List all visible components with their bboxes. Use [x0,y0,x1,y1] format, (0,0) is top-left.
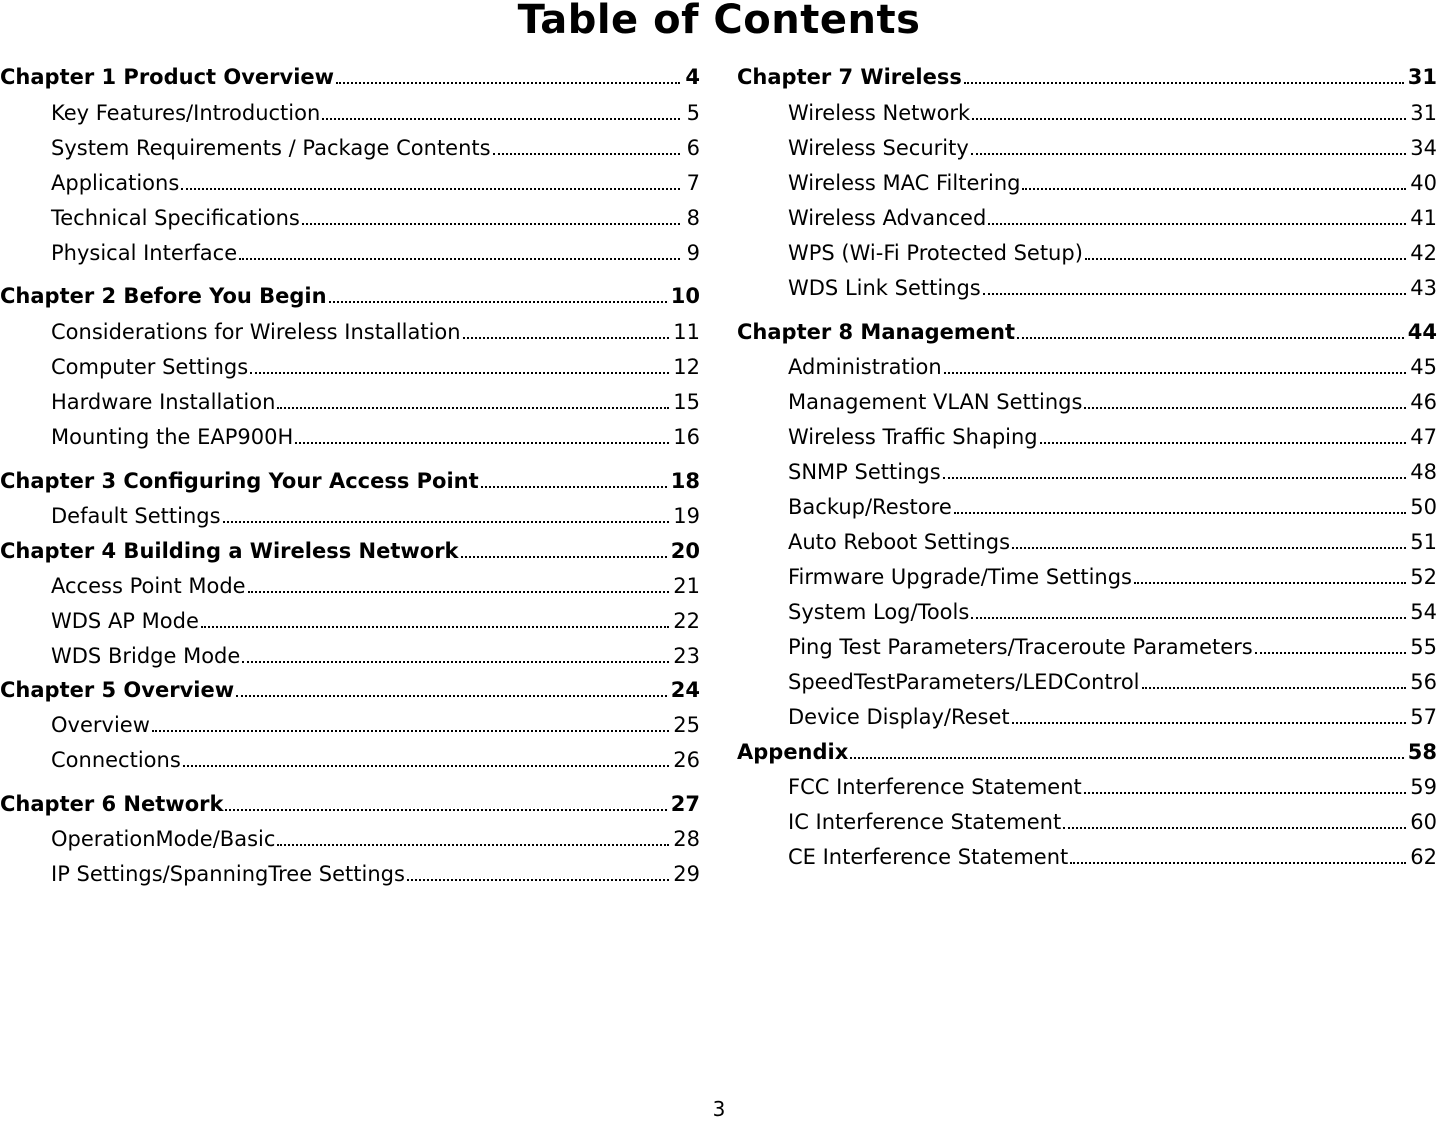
toc-entry-title: IC Interference Statement [788,810,1062,834]
toc-page-number: 25 [673,713,700,737]
toc-entry-title: Key Features/Introduction [51,101,321,125]
toc-entry-title: Chapter 1 Product Overview [0,65,335,89]
toc-entry-title: Connections [51,748,181,772]
toc-page-number: 24 [670,678,700,702]
toc-page-number: 40 [1410,171,1437,195]
dot-leader [1017,337,1404,339]
dot-leader [277,407,669,409]
toc-page-number: 27 [670,792,700,816]
toc-section-entry[interactable] [0,238,700,268]
toc-page-number: 22 [673,609,700,633]
toc-page-number: 62 [1410,845,1437,869]
toc-page-number: 7 [686,171,700,195]
toc-page-number: 45 [1410,355,1437,379]
toc-section-entry[interactable] [0,641,700,671]
page-number: 3 [712,1097,726,1121]
toc-page-number: 26 [673,748,700,772]
toc-chapter-entry[interactable] [737,62,1437,92]
toc-page-number: 52 [1410,565,1437,589]
toc-section-entry[interactable] [737,457,1437,487]
toc-section-entry[interactable] [737,238,1437,268]
toc-page-number: 59 [1410,775,1437,799]
toc-entry-title: Default Settings [51,504,221,528]
dot-leader [493,153,680,155]
dot-leader [1012,722,1407,724]
toc-entry-title: Chapter 7 Wireless [737,65,962,89]
toc-page-number: 55 [1410,635,1437,659]
toc-chapter-entry[interactable] [0,675,700,705]
toc-page-number: 8 [686,206,700,230]
dot-leader [1134,582,1406,584]
toc-section-entry[interactable] [0,133,700,163]
dot-leader [463,337,670,339]
dot-leader [223,521,670,523]
toc-entry-title: SpeedTestParameters/LEDControl [788,670,1140,694]
toc-page-number: 15 [673,390,700,414]
toc-entry-title: Appendix [737,740,849,764]
toc-page-number: 18 [670,469,700,493]
toc-section-entry[interactable] [0,203,700,233]
toc-page-number: 51 [1410,530,1437,554]
toc-section-entry[interactable] [0,710,700,740]
toc-entry-title: System Requirements / Package Contents [51,136,491,160]
toc-page-number: 56 [1410,670,1437,694]
dot-leader [336,82,680,84]
toc-entry-title: Applications [51,171,180,195]
toc-page-number: 31 [1407,65,1437,89]
dot-leader [1084,407,1406,409]
toc-entry-title: Access Point Mode [51,574,246,598]
dot-leader [225,809,666,811]
toc-entry-title: Backup/Restore [788,495,952,519]
toc-page-number: 47 [1410,425,1437,449]
toc-entry-title: Ping Test Parameters/Traceroute Parameters [788,635,1253,659]
toc-entry-title: Chapter 4 Building a Wireless Network [0,539,459,563]
dot-leader [295,442,669,444]
toc-entry-title: IP Settings/SpanningTree Settings [51,862,405,886]
dot-leader [250,372,669,374]
toc-page-number: 4 [685,65,700,89]
toc-page-number: 6 [686,136,700,160]
dot-leader [236,695,667,697]
dot-leader [181,188,680,190]
dot-leader [242,661,669,663]
dot-leader [201,626,669,628]
toc-entry-title: Wireless Security [788,136,969,160]
toc-entry-title: Auto Reboot Settings [788,530,1011,554]
toc-section-entry[interactable] [737,133,1437,163]
toc-page-number: 41 [1410,206,1437,230]
dot-leader [1142,687,1407,689]
toc-page-number: 31 [1410,101,1437,125]
toc-entry-title: Chapter 6 Network [0,792,224,816]
toc-chapter-entry[interactable] [737,737,1437,767]
toc-page-number: 34 [1410,136,1437,160]
toc-section-entry[interactable] [0,168,700,198]
dot-leader [971,617,1406,619]
dot-leader [983,293,1407,295]
dot-leader [1022,188,1406,190]
toc-page-number: 9 [686,241,700,265]
toc-section-entry[interactable] [737,422,1437,452]
toc-section-entry[interactable] [737,492,1437,522]
toc-page-number: 50 [1410,495,1437,519]
toc-entry-title: Device Display/Reset [788,705,1010,729]
dot-leader [1040,442,1407,444]
toc-chapter-entry[interactable] [0,789,700,819]
dot-leader [1084,792,1407,794]
toc-entry-title: SNMP Settings [788,460,941,484]
dot-leader [1012,547,1406,549]
dot-leader [183,765,670,767]
toc-entry-title: WDS Bridge Mode [51,644,241,668]
toc-entry-title: Wireless Network [788,101,971,125]
dot-leader [239,258,680,260]
toc-page-number: 29 [673,862,700,886]
toc-entry-title: Firmware Upgrade/Time Settings [788,565,1132,589]
dot-leader [481,486,667,488]
toc-chapter-entry[interactable] [0,62,700,92]
toc-section-entry[interactable] [737,807,1437,837]
dot-leader [964,82,1404,84]
dot-leader [972,118,1406,120]
toc-section-entry[interactable] [0,317,700,347]
toc-section-entry[interactable] [737,387,1437,417]
toc-section-entry[interactable] [737,527,1437,557]
toc-entry-title: Chapter 2 Before You Begin [0,284,327,308]
toc-section-entry[interactable] [0,824,700,854]
toc-page-number: 46 [1410,390,1437,414]
toc-section-entry[interactable] [0,352,700,382]
dot-leader [988,223,1406,225]
toc-chapter-entry[interactable] [0,536,700,566]
toc-entry-title: FCC Interference Statement [788,775,1082,799]
toc-entry-title: Chapter 8 Management [737,320,1016,344]
toc-entry-title: Physical Interface [51,241,238,265]
toc-page-number: 21 [673,574,700,598]
toc-page-number: 42 [1410,241,1437,265]
dot-leader [850,757,1403,759]
toc-section-entry[interactable] [737,632,1437,662]
toc-section-entry[interactable] [737,273,1437,303]
dot-leader [302,223,680,225]
toc-page-number: 48 [1410,460,1437,484]
toc-page-number: 23 [673,644,700,668]
toc-chapter-entry[interactable] [737,317,1437,347]
toc-entry-title: Chapter 3 Configuring Your Access Point [0,469,479,493]
toc-entry-title: WPS (Wi-Fi Protected Setup) [788,241,1083,265]
toc-entry-title: Chapter 5 Overview [0,678,235,702]
toc-page-number: 16 [673,425,700,449]
toc-entry-title: Considerations for Wireless Installation [51,320,461,344]
dot-leader [248,591,670,593]
toc-chapter-entry[interactable] [0,466,700,496]
toc-entry-title: Computer Settings [51,355,249,379]
toc-section-entry[interactable] [737,352,1437,382]
toc-section-entry[interactable] [0,501,700,531]
page-title: Table of Contents [517,0,921,43]
toc-entry-title: WDS AP Mode [51,609,199,633]
toc-page-number: 43 [1410,276,1437,300]
toc-entry-title: Administration [788,355,942,379]
toc-entry-title: Technical Specifications [51,206,300,230]
toc-section-entry[interactable] [737,597,1437,627]
toc-page-number: 54 [1410,600,1437,624]
toc-section-entry[interactable] [737,842,1437,872]
toc-page-number: 11 [673,320,700,344]
toc-page-number: 20 [670,539,700,563]
toc-page-number: 19 [673,504,700,528]
dot-leader [1070,862,1406,864]
toc-entry-title: System Log/Tools [788,600,970,624]
toc-entry-title: Mounting the EAP900H [51,425,294,449]
toc-page-number: 10 [670,284,700,308]
dot-leader [1085,258,1406,260]
dot-leader [461,556,667,558]
toc-entry-title: WDS Link Settings [788,276,981,300]
dot-leader [1255,652,1407,654]
toc-section-entry[interactable] [737,203,1437,233]
dot-leader [407,879,669,881]
toc-section-entry[interactable] [0,606,700,636]
toc-entry-title: Wireless Advanced [788,206,987,230]
toc-entry-title: CE Interference Statement [788,845,1069,869]
toc-page-number: 28 [673,827,700,851]
toc-section-entry[interactable] [0,859,700,889]
toc-entry-title: Hardware Installation [51,390,276,414]
toc-section-entry[interactable] [0,422,700,452]
toc-page-number: 57 [1410,705,1437,729]
dot-leader [152,730,669,732]
toc-section-entry[interactable] [737,772,1437,802]
dot-leader [943,477,1407,479]
toc-entry-title: OperationMode/Basic [51,827,276,851]
toc-entry-title: Wireless Traffic Shaping [788,425,1038,449]
toc-entry-title: Management VLAN Settings [788,390,1083,414]
toc-section-entry[interactable] [737,702,1437,732]
toc-entry-title: Wireless MAC Filtering [788,171,1021,195]
dot-leader [1063,827,1406,829]
dot-leader [954,512,1407,514]
toc-page-number: 5 [686,101,700,125]
dot-leader [944,372,1407,374]
dot-leader [329,301,667,303]
toc-section-entry[interactable] [0,745,700,775]
toc-section-entry[interactable] [737,98,1437,128]
toc-page-number: 12 [673,355,700,379]
dot-leader [277,844,669,846]
toc-page-number: 58 [1407,740,1437,764]
toc-page-number: 44 [1407,320,1437,344]
toc-section-entry[interactable] [0,571,700,601]
toc-section-entry[interactable] [737,667,1437,697]
toc-page-number: 60 [1410,810,1437,834]
toc-entry-title: Overview [51,713,150,737]
toc-section-entry[interactable] [737,168,1437,198]
toc-section-entry[interactable] [0,98,700,128]
toc-chapter-entry[interactable] [0,281,700,311]
dot-leader [971,153,1406,155]
toc-section-entry[interactable] [737,562,1437,592]
toc-section-entry[interactable] [0,387,700,417]
dot-leader [322,118,680,120]
